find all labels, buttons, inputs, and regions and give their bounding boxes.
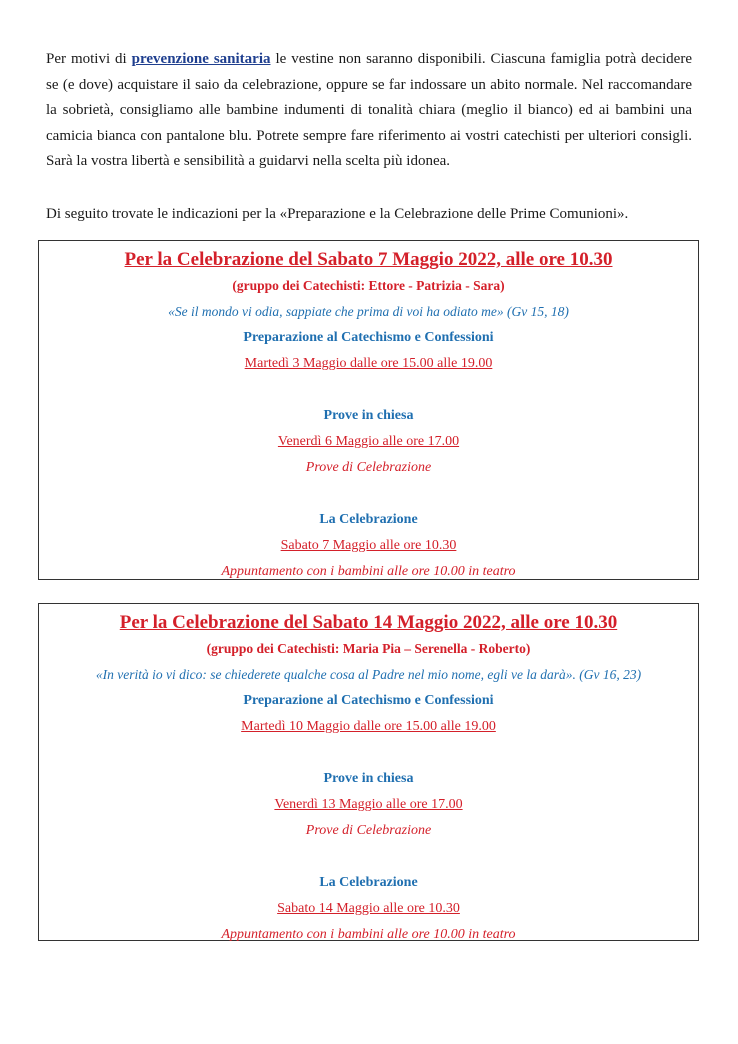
- celebration-note: Appuntamento con i bambini alle ore 10.00 in teatro: [221, 927, 516, 942]
- celebration-box-1: [38, 240, 699, 580]
- celebration-box-2: [38, 603, 699, 941]
- gospel-quote: «In verità io vi dico: se chiederete qualche cosa al Padre nel mio nome, egli ve la darà». (Gv 16, 23): [95, 667, 642, 682]
- spacer: [39, 740, 698, 766]
- spacer: [39, 481, 698, 507]
- rehearsal-heading: Prove in chiesa: [323, 771, 414, 786]
- prep-date: Martedì 10 Maggio dalle ore 15.00 alle 19.00: [241, 719, 496, 734]
- celebration-heading: La Celebrazione: [319, 512, 418, 527]
- catechists-group: (gruppo dei Catechisti: Maria Pia – Serenella - Roberto): [206, 641, 531, 656]
- lead-paragraph: Di seguito trovate le indicazioni per la «Preparazione e la Celebrazione delle Prime Comunioni».: [46, 206, 629, 222]
- celebration-date: Sabato 14 Maggio alle ore 10.30: [277, 901, 460, 916]
- spacer: [39, 377, 698, 403]
- prep-date: Martedì 3 Maggio dalle ore 15.00 alle 19.00: [244, 356, 493, 371]
- celebration-title: Per la Celebrazione del Sabato 7 Maggio 2022, alle ore 10.30: [124, 249, 613, 270]
- intro-paragraph: [46, 47, 692, 175]
- celebration-date: Sabato 7 Maggio alle ore 10.30: [280, 538, 457, 553]
- catechists-group: (gruppo dei Catechisti: Ettore - Patrizia - Sara): [232, 278, 505, 293]
- rehearsal-heading: Prove in chiesa: [323, 408, 414, 423]
- intro-before: Per motivi di: [46, 51, 132, 67]
- rehearsal-note: Prove di Celebrazione: [305, 823, 432, 838]
- rehearsal-note: Prove di Celebrazione: [305, 460, 432, 475]
- intro-after: le vestine non saranno disponibili. Ciascuna famiglia potrà decidere se (e dove) acquistare il saio da celebrazione, oppure se far indossare un abito normale. Nel raccomandare la sobrietà, consigliamo alle bambine indumenti di tonalità chiara (meglio il bianco) ed ai bambini una camicia bianca con pantalone blu. Potrete sempre fare riferimento ai vostri catechisti per ulteriori consigli. Sarà la vostra libertà e sensibilità a guidarvi nella scelta più idonea.: [46, 51, 692, 170]
- celebration-note: Appuntamento con i bambini alle ore 10.00 in teatro: [221, 564, 516, 579]
- gospel-quote: «Se il mondo vi odia, sappiate che prima di voi ha odiato me» (Gv 15, 18): [168, 304, 569, 319]
- spacer: [39, 844, 698, 870]
- rehearsal-date: Venerdì 13 Maggio alle ore 17.00: [274, 797, 463, 812]
- celebration-heading: La Celebrazione: [319, 875, 418, 890]
- celebration-title: Per la Celebrazione del Sabato 14 Maggio 2022, alle ore 10.30: [119, 612, 618, 633]
- intro-highlight: prevenzione sanitaria: [131, 51, 271, 67]
- prep-heading: Preparazione al Catechismo e Confessioni: [243, 330, 494, 345]
- prep-heading: Preparazione al Catechismo e Confessioni: [243, 693, 494, 708]
- rehearsal-date: Venerdì 6 Maggio alle ore 17.00: [277, 434, 460, 449]
